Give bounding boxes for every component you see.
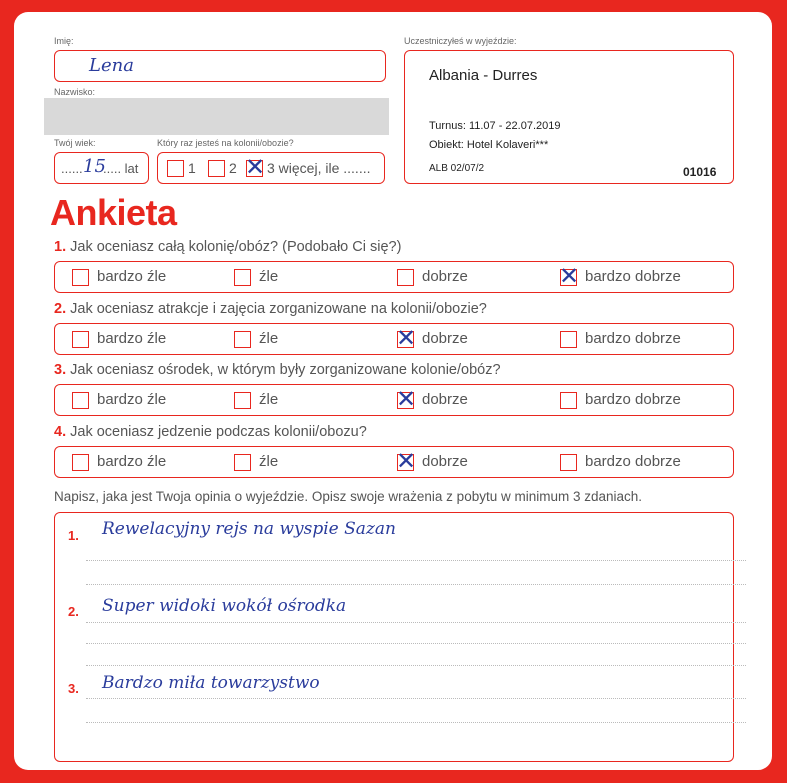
q2-option-bardzo-zle-label: bardzo źle (97, 330, 167, 347)
q1-option-dobrze-label: dobrze (422, 268, 468, 285)
question-2-options (54, 323, 734, 355)
q2-option-dobrze-label: dobrze (422, 330, 468, 347)
question-1-number: 1. (54, 239, 67, 255)
age-label: Twój wiek: (54, 138, 96, 148)
q1-option-dobrze-checkbox[interactable] (397, 269, 414, 286)
times-field (157, 152, 385, 184)
question-4 (54, 424, 367, 440)
q2-option-bardzo-dobrze-checkbox[interactable] (560, 331, 577, 348)
answer-1-number: 1. (68, 528, 79, 543)
answer-1-text: Rewelacyjny rejs na wyspie Sazan (102, 519, 396, 539)
dotted-line (86, 722, 746, 723)
survey-title: Ankieta (50, 192, 177, 233)
dotted-line (86, 560, 746, 561)
q1-option-bardzo-dobrze-checkbox[interactable] (559, 262, 580, 290)
q4-option-bardzo-dobrze-label: bardzo dobrze (585, 453, 681, 470)
answer-2-number: 2. (68, 604, 79, 619)
q3-check-mark: ✕ (396, 385, 417, 413)
q3-option-bardzo-dobrze-checkbox[interactable] (560, 392, 577, 409)
name-label: Imię: (54, 36, 74, 46)
q2-option-dobrze-checkbox[interactable] (396, 324, 417, 352)
question-3 (54, 362, 501, 378)
age-prefix: ...... (61, 161, 83, 176)
q2-option-bardzo-zle-checkbox[interactable] (72, 331, 89, 348)
age-value: 15 (83, 156, 106, 177)
answer-3-text: Bardzo miła towarzystwo (102, 673, 320, 693)
trip-label: Uczestniczyłeś w wyjeździe: (404, 36, 517, 46)
name-field[interactable] (54, 50, 386, 82)
q2-option-zle-label: źle (259, 330, 279, 347)
question-3-number: 3. (54, 362, 67, 378)
name-value: Lena (89, 55, 134, 76)
q2-option-bardzo-dobrze-label: bardzo dobrze (585, 330, 681, 347)
question-3-options (54, 384, 734, 416)
q4-check-mark: ✕ (396, 447, 417, 475)
question-2-text: Jak oceniasz atrakcje i zajęcia zorganizowane na kolonii/obozie? (70, 301, 487, 317)
times-option-3-check-mark: ✕ (245, 153, 266, 181)
opinion-prompt: Napisz, jaka jest Twoja opinia o wyjeździe. Opisz swoje wrażenia z pobytu w minimum 3 zdaniach. (54, 489, 643, 504)
q3-option-zle-label: źle (259, 391, 279, 408)
answer-3-number: 3. (68, 681, 79, 696)
q4-option-zle-checkbox[interactable] (234, 454, 251, 471)
dotted-line (86, 622, 746, 623)
q4-option-bardzo-dobrze-checkbox[interactable] (560, 454, 577, 471)
q4-option-dobrze-label: dobrze (422, 453, 468, 470)
times-option-1-label: 1 (188, 160, 196, 176)
question-2-number: 2. (54, 301, 67, 317)
trip-details-box (404, 50, 734, 184)
q1-option-bardzo-zle-checkbox[interactable] (72, 269, 89, 286)
q3-option-zle-checkbox[interactable] (234, 392, 251, 409)
times-option-2-checkbox[interactable] (208, 160, 225, 177)
q1-option-zle-label: źle (259, 268, 279, 285)
destination: Albania - Durres (429, 67, 538, 84)
turnus: Turnus: 11.07 - 22.07.2019 (429, 120, 561, 132)
q4-option-bardzo-zle-checkbox[interactable] (72, 454, 89, 471)
surname-label: Nazwisko: (54, 87, 96, 97)
times-option-2-label: 2 (229, 160, 237, 176)
times-label: Który raz jesteś na kolonii/obozie? (157, 138, 294, 148)
age-field[interactable] (54, 152, 149, 184)
question-1-text: Jak oceniasz całą kolonię/obóz? (Podobało Ci się?) (70, 239, 402, 255)
q2-option-zle-checkbox[interactable] (234, 331, 251, 348)
opinion-box[interactable] (54, 512, 734, 762)
q1-option-bardzo-dobrze-label: bardzo dobrze (585, 268, 681, 285)
q3-option-bardzo-dobrze-label: bardzo dobrze (585, 391, 681, 408)
q3-option-dobrze-label: dobrze (422, 391, 468, 408)
dotted-line (86, 665, 746, 666)
question-1-options (54, 261, 734, 293)
q3-option-dobrze-checkbox[interactable] (396, 385, 417, 413)
q2-check-mark: ✕ (396, 324, 417, 352)
times-option-3-checkbox[interactable] (245, 153, 266, 181)
dotted-line (86, 584, 746, 585)
question-4-options (54, 446, 734, 478)
q1-option-bardzo-zle-label: bardzo źle (97, 268, 167, 285)
times-option-3-label: 3 więcej, ile ....... (267, 160, 371, 176)
q1-option-zle-checkbox[interactable] (234, 269, 251, 286)
form-number: 01016 (683, 165, 717, 179)
age-suffix: ..... lat (103, 161, 139, 176)
obiekt: Obiekt: Hotel Kolaveri*** (429, 139, 549, 151)
q4-option-dobrze-checkbox[interactable] (396, 447, 417, 475)
question-1 (54, 239, 401, 255)
dotted-line (86, 643, 746, 644)
question-4-text: Jak oceniasz jedzenie podczas kolonii/obozu? (70, 424, 367, 440)
question-4-number: 4. (54, 424, 67, 440)
q4-option-zle-label: źle (259, 453, 279, 470)
trip-code: ALB 02/07/2 (429, 163, 485, 174)
dotted-line (86, 698, 746, 699)
q3-option-bardzo-zle-label: bardzo źle (97, 391, 167, 408)
answer-2-text: Super widoki wokół ośrodka (102, 596, 347, 616)
q4-option-bardzo-zle-label: bardzo źle (97, 453, 167, 470)
surname-redaction (44, 98, 389, 135)
q1-check-mark: ✕ (559, 262, 580, 290)
question-2 (54, 301, 487, 317)
question-3-text: Jak oceniasz ośrodek, w którym były zorganizowane kolonie/obóz? (70, 362, 501, 378)
survey-sheet (14, 12, 772, 770)
q3-option-bardzo-zle-checkbox[interactable] (72, 392, 89, 409)
times-option-1-checkbox[interactable] (167, 160, 184, 177)
